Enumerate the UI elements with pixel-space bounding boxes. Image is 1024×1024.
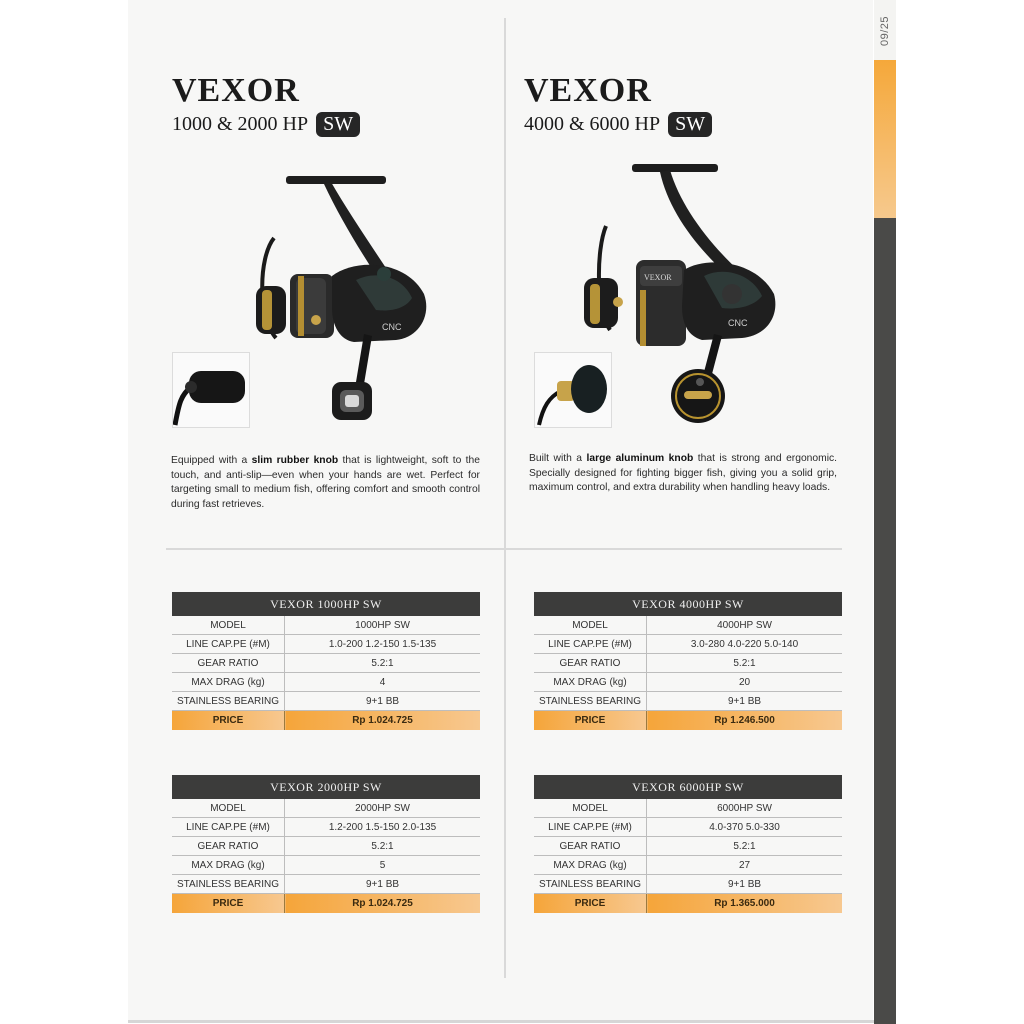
left-description-highlight: slim rubber knob — [251, 455, 339, 466]
spec-table-title: VEXOR 6000HP SW — [534, 775, 842, 799]
right-spool-label: VEXOR — [644, 273, 672, 282]
price-row: PRICE Rp 1.246.500 — [534, 711, 842, 731]
table-row: STAINLESS BEARING 9+1 BB — [172, 875, 480, 894]
table-row: GEAR RATIO 5.2:1 — [534, 654, 842, 673]
right-model-subtitle — [524, 112, 712, 137]
page-edge — [128, 1020, 876, 1023]
right-sw-badge: SW — [668, 112, 712, 137]
table-row: MODEL 4000HP SW — [534, 616, 842, 635]
table-row: GEAR RATIO 5.2:1 — [172, 654, 480, 673]
table-row: LINE CAP.PE (#M) 1.0-200 1.2-150 1.5-135 — [172, 635, 480, 654]
page-number — [874, 6, 896, 56]
spec-table-4000hp — [534, 592, 842, 730]
table-row: MODEL 1000HP SW — [172, 616, 480, 635]
left-reel-crank — [332, 334, 372, 420]
table-row: MAX DRAG (kg) 20 — [534, 673, 842, 692]
price-value: Rp 1.024.725 — [285, 711, 481, 731]
aluminum-knob-image — [535, 353, 611, 427]
price-row: PRICE Rp 1.024.725 — [172, 711, 480, 731]
sidebar-accent — [874, 60, 896, 218]
left-reel-spool — [256, 274, 334, 338]
table-row: MAX DRAG (kg) 4 — [172, 673, 480, 692]
table-row: STAINLESS BEARING 9+1 BB — [534, 692, 842, 711]
left-description: Equipped with a slim rubber knob that is lightweight, soft to the touch, and anti-slip—even when your hands are wet. Perfect for targeting small to medium fish, offering comfort and smooth control during fast retrieves. — [171, 455, 480, 510]
spec-table-1000hp — [172, 592, 480, 730]
spec-table-title: VEXOR 4000HP SW — [534, 592, 842, 616]
right-knob-inset — [534, 352, 612, 428]
price-value: Rp 1.246.500 — [647, 711, 843, 731]
right-description: Built with a large aluminum knob that is strong and ergonomic. Specially designed for fighting bigger fish, giving you a solid grip, maximum control, and extra durability when handling heavy loads. — [529, 453, 838, 493]
left-model-subtitle — [172, 112, 360, 137]
price-row: PRICE Rp 1.024.725 — [172, 894, 480, 914]
left-brand-title: VEXOR — [172, 72, 300, 109]
table-row: STAINLESS BEARING 9+1 BB — [534, 875, 842, 894]
table-row: GEAR RATIO 5.2:1 — [534, 837, 842, 856]
price-row: PRICE Rp 1.365.000 — [534, 894, 842, 914]
table-row: MAX DRAG (kg) 5 — [172, 856, 480, 875]
table-row: STAINLESS BEARING 9+1 BB — [172, 692, 480, 711]
right-reel-crank — [671, 334, 725, 423]
vertical-divider — [504, 18, 506, 978]
left-sw-badge: SW — [316, 112, 360, 137]
spec-table-2000hp — [172, 775, 480, 913]
right-brand-title: VEXOR — [524, 72, 652, 109]
right-sizes: 4000 & 6000 HP — [524, 113, 661, 135]
page-number-text: 09/25 — [879, 15, 891, 47]
left-reel-image — [236, 168, 436, 428]
spec-table-title: VEXOR 1000HP SW — [172, 592, 480, 616]
horizontal-divider — [166, 548, 842, 550]
rubber-knob-image — [173, 353, 249, 427]
left-knob-inset — [172, 352, 250, 428]
table-row: LINE CAP.PE (#M) 3.0-280 4.0-220 5.0-140 — [534, 635, 842, 654]
right-reel-cnc-label: CNC — [728, 318, 748, 328]
right-description-highlight: large aluminum knob — [586, 453, 694, 464]
table-row: GEAR RATIO 5.2:1 — [172, 837, 480, 856]
left-sizes: 1000 & 2000 HP — [172, 113, 309, 135]
spec-table-6000hp — [534, 775, 842, 913]
page-sidebar — [874, 0, 896, 1024]
table-row: MAX DRAG (kg) 27 — [534, 856, 842, 875]
table-row: MODEL 6000HP SW — [534, 799, 842, 818]
price-value: Rp 1.024.725 — [285, 894, 481, 914]
left-reel-cnc-label: CNC — [382, 322, 402, 332]
spec-table-title: VEXOR 2000HP SW — [172, 775, 480, 799]
table-row: LINE CAP.PE (#M) 1.2-200 1.5-150 2.0-135 — [172, 818, 480, 837]
table-row: LINE CAP.PE (#M) 4.0-370 5.0-330 — [534, 818, 842, 837]
price-value: Rp 1.365.000 — [647, 894, 843, 914]
table-row: MODEL 2000HP SW — [172, 799, 480, 818]
